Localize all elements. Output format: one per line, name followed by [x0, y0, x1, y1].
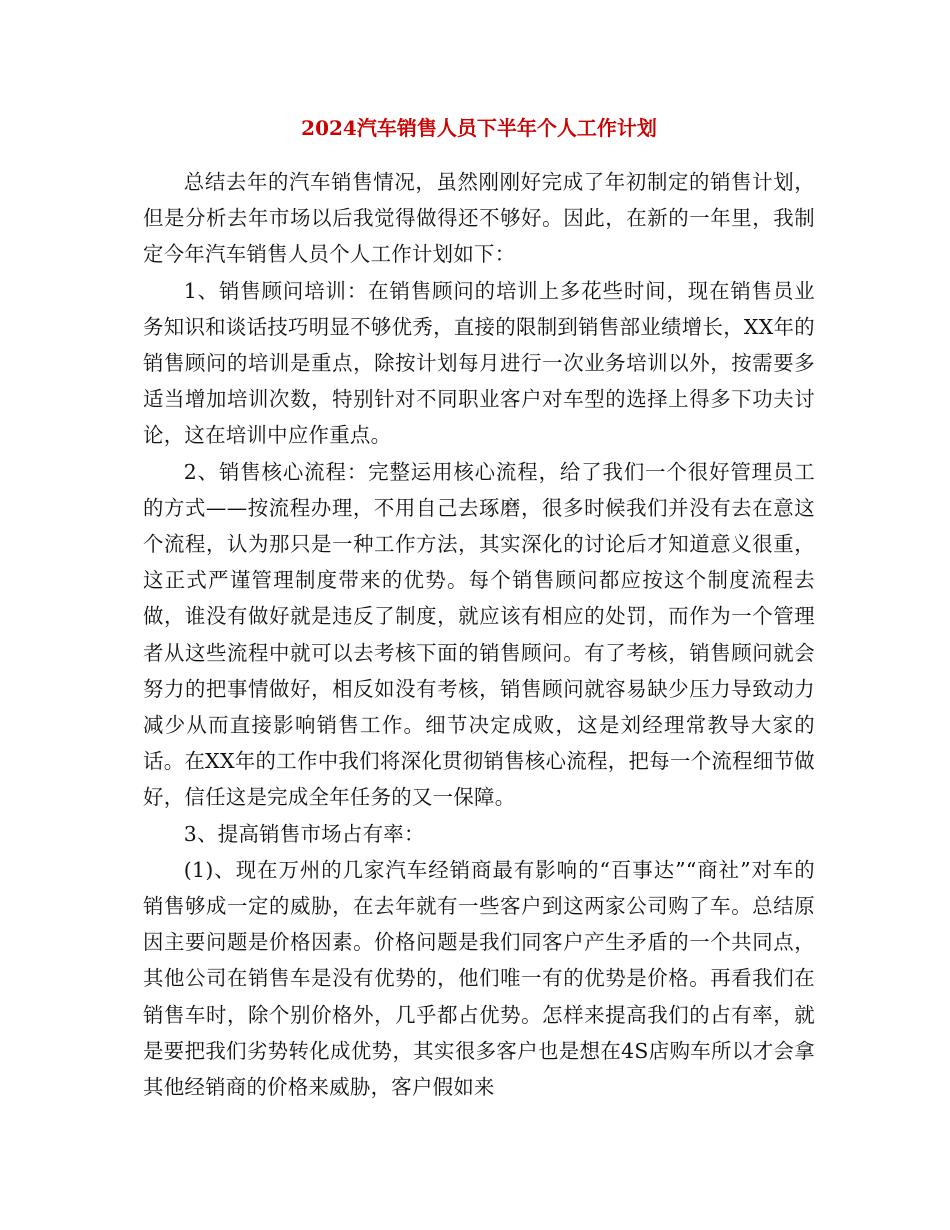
paragraph-training: 1、销售顾问培训：在销售顾问的培训上多花些时间，现在销售员业务知识和谈话技巧明显不够优秀，直接的限制到销售部业绩增长，XX年的销售顾问的培训是重点，除按计划每月进行一次业务培训以外，按需要多适当增加培训次数，特别针对不同职业客户对车型的选择上得多下功夫讨论，这在培训中应作重点。 — [143, 278, 815, 448]
paragraph-core-process: 2、销售核心流程：完整运用核心流程，给了我们一个很好管理员工的方式——按流程办理，不用自己去琢磨，很多时候我们并没有去在意这个流程，认为那只是一种工作方法，其实深化的讨论后才知道意义很重，这正式严谨管理制度带来的优势。每个销售顾问都应按这个制度流程去做，谁没有做好就是违反了制度，就应该有相应的处罚，而作为一个管理者从这些流程中就可以去考核下面的销售顾问。有了考核，销售顾问就会努力的把事情做好，相反如没有考核，销售顾问就容易缺少压力导致动力减少从而直接影响销售工作。细节决定成败，这是刘经理常教导大家的话。在XX年的工作中我们将深化贯彻销售核心流程，把每一个流程细节做好，信任这是完成全年任务的又一保障。 — [143, 459, 815, 810]
document-title: 2024汽车销售人员下半年个人工作计划 — [301, 116, 657, 140]
paragraph-market-share-heading: 3、提高销售市场占有率： — [183, 821, 425, 846]
paragraph-competition: (1)、现在万州的几家汽车经销商最有影响的“百事达”“商社”对车的销售够成一定的威胁，在去年就有一些客户到这两家公司购了车。总结原因主要问题是价格因素。价格问题是我们同客户产生矛盾的一个共同点，其他公司在销售车是没有优势的，他们唯一有的优势是价格。再看我们在销售车时，除个别价格外，几乎都占优势。怎样来提高我们的占有率，就是要把我们劣势转化成优势，其实很多客户也是想在4S店购车所以才会拿其他经销商的价格来威胁，客户假如来 — [143, 857, 815, 1100]
paragraph-intro: 总结去年的汽车销售情况，虽然刚刚好完成了年初制定的销售计划，但是分析去年市场以后我觉得做得还不够好。因此，在新的一年里，我制定今年汽车销售人员个人工作计划如下： — [143, 170, 815, 267]
